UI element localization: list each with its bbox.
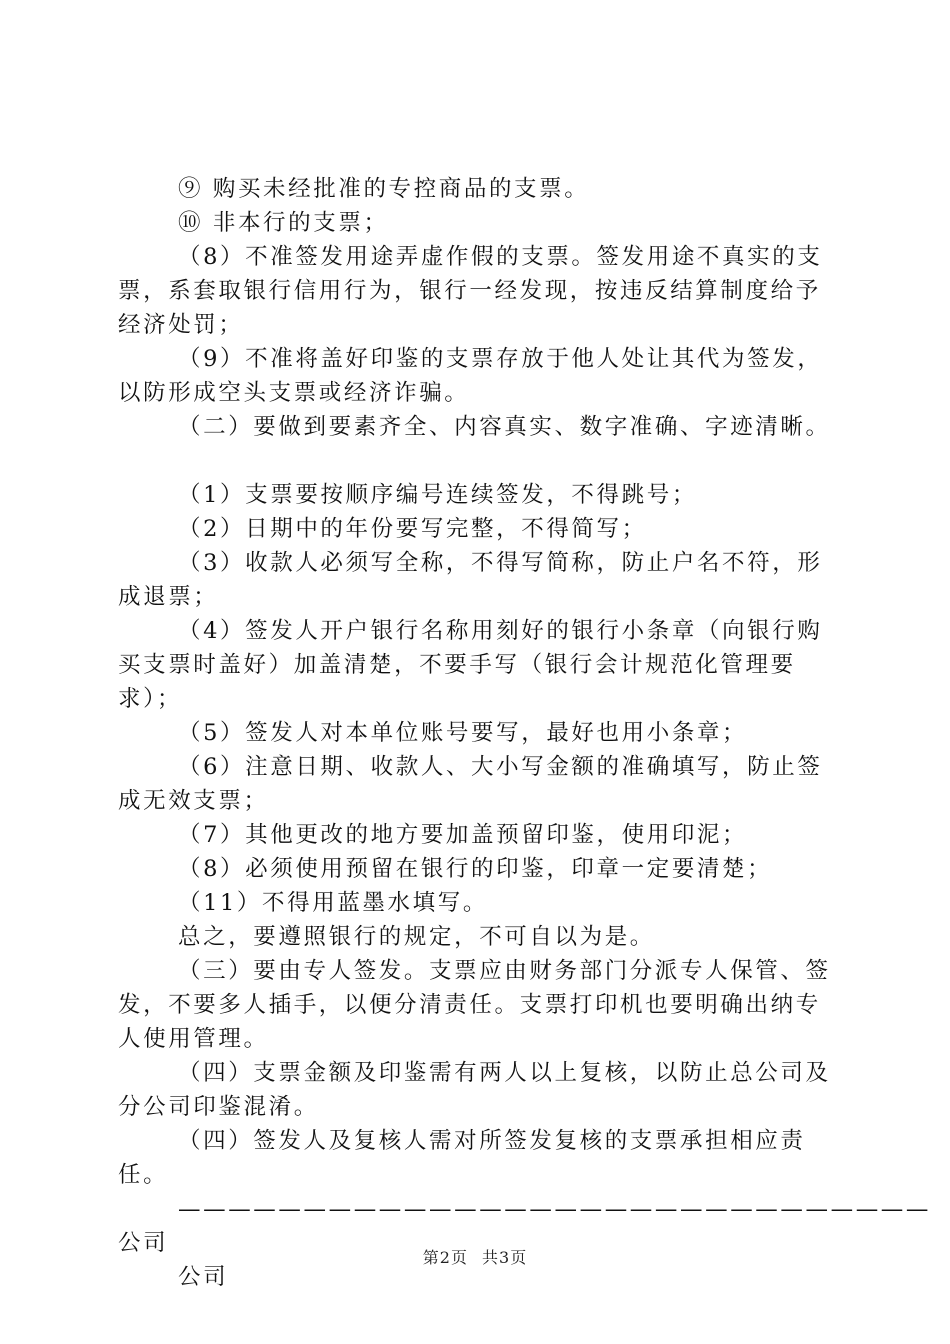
paragraph: 总之，要遵照银行的规定，不可自以为是。 (178, 924, 655, 950)
page-footer (0, 1245, 950, 1268)
list-item: （3）收款人必须写全称，不得写简称，防止户名不符，形成退票； (118, 550, 823, 610)
paragraph: （9）不准将盖好印鉴的支票存放于他人处让其代为签发，以防形成空头支票或经济诈骗。 (118, 346, 823, 406)
list-item: （4）签发人开户银行名称用刻好的银行小条章（向银行购买支票时盖好）加盖清楚，不要手写（银行会计规范化管理要求）； (118, 618, 823, 712)
paragraph: （8）不准签发用途弄虚作假的支票。签发用途不真实的支票，系套取银行信用行为，银行一经发现，按违反结算制度给予经济处罚； (118, 244, 823, 338)
list-item: （2）日期中的年份要写完整，不得简写； (178, 516, 647, 542)
page-number: 第2页 (422, 1248, 468, 1267)
list-item: （6）注意日期、收款人、大小写金额的准确填写，防止签成无效支票； (118, 754, 823, 814)
list-item: （5）签发人对本单位账号要写，最好也用小条章； (178, 720, 748, 746)
page-total: 共3页 (482, 1248, 528, 1267)
signature-line: ——————————————————————————————公司 (118, 1196, 931, 1256)
list-item: ⑨ 购买未经批准的专控商品的支票。 (178, 176, 590, 202)
list-item: （7）其他更改的地方要加盖预留印鉴，使用印泥； (178, 822, 748, 848)
paragraph: （四）支票金额及印鉴需有两人以上复核，以防止总公司及分公司印鉴混淆。 (118, 1060, 831, 1120)
section-heading: （二）要做到要素齐全、内容真实、数字准确、字迹清晰。 (178, 414, 831, 440)
list-item: （8）必须使用预留在银行的印鉴，印章一定要清楚； (178, 856, 773, 882)
document-body (118, 172, 931, 1294)
blank-line (118, 444, 838, 478)
paragraph: （四）签发人及复核人需对所签发复核的支票承担相应责任。 (118, 1128, 806, 1188)
list-item: （11）不得用蓝墨水填写。 (178, 890, 488, 916)
company-label: 公司 (178, 1264, 229, 1290)
list-item: ⑩ 非本行的支票； (178, 210, 389, 236)
paragraph: （三）要由专人签发。支票应由财务部门分派专人保管、签发，不要多人插手，以便分清责任。支票打印机也要明确出纳专人使用管理。 (118, 958, 831, 1052)
list-item: （1）支票要按顺序编号连续签发，不得跳号； (178, 482, 697, 508)
